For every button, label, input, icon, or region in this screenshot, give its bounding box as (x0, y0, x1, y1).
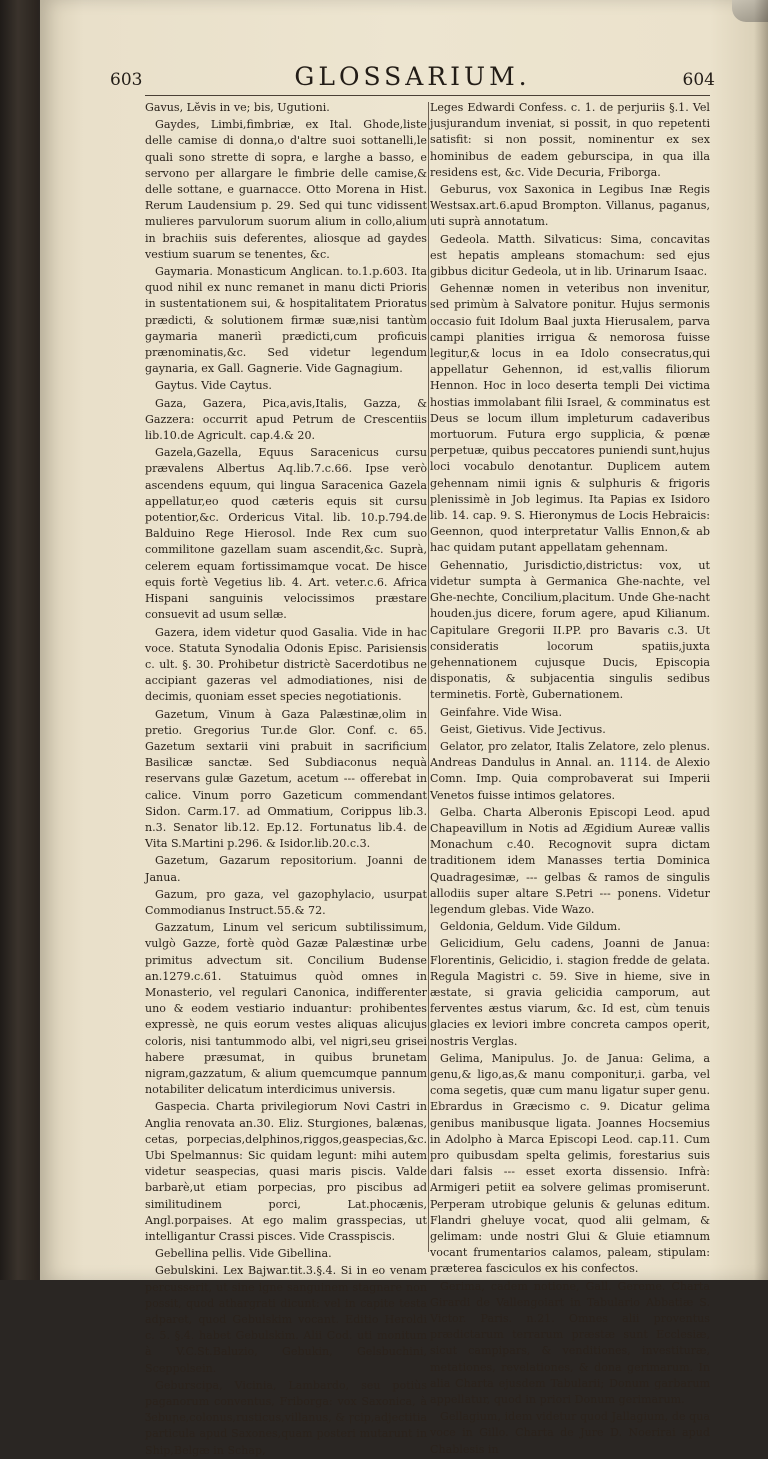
glossary-entry: Gazzatum, Linum vel sericum subtilissimum, vulgò Gazze, fortè quòd Gazæ Palæstinæ urbe primitus advectum sit. Concilium Budense an.1279.c.61. Statuimus quòd omnes in Monasterio, vel regulari Canonica, indifferenter uno & eodem vestiario induantur: prohibentes expressè, ne quis eorum vestes aliquas alicujus coloris, nisi tantummodo albi, vel nigri,seu grisei habere præsumat, in quibus brunetam nigram,gazzatum, & alium quemcumque pannum notabiliter delicatum interdicimus universis. (145, 921, 427, 1097)
glossary-entry: Gaydes, Limbi,fimbriæ, ex Ital. Ghode,liste delle camise di donna,o d'altre suoi sottanelli,le quali sono strette di sopra, e larghe a basso, e servono per allargare le fimbrie delle camise,& delle sottane, e guarnacce. Otto Morena in Hist. Rerum Laudensium p. 29. Sed qui tunc vidissent mulieres parvulorum suorum alium in collo,alium in brachiis suis deferentes, aliosque ad gaydes vestium suarum se tenentes, &c. (145, 118, 427, 261)
column-divider (428, 102, 429, 1252)
glossary-entry: Gelator, pro zelator, Italis Zelatore, zelo plenus. Andreas Dandulus in Annal. an. 1114. de Alexio Comn. Imp. Quia comprobaverat sui Imperii Venetos fuisse intimos gelatores. (430, 739, 710, 802)
header-rule (145, 95, 710, 96)
glossary-entry: Gavus, Lĕvis in ve; bis, Ugutioni. (145, 101, 330, 114)
glossary-entry: Gaymaria. Monasticum Anglican. to.1.p.603. Ita quod nihil ex nunc remanet in manu dicti Prioris in sustentationem sui, & hospitalitatem Prioratus prædicti, & solutionem firmæ suæ,nisi tantùm gaymaria maneriì prædicti,cum proficuis prænominatis,&c. Sed videtur legendum gaynaria, ex Gall. Gagnerie. Vide Gagnagium. (145, 265, 427, 376)
glossary-entry: Gaspecia. Charta privilegiorum Novi Castri in Anglia renovata an.30. Eliz. Sturgiones, balænas, cetas, porpecias,delphinos,riggos,geaspecias,&c. Ubi Spelmannus: Sic quidam legunt: mihi autem videtur seaspecias, quasi maris piscis. Valde barbarè,ut etiam porpecias, pro piscibus ad similitudinem porci, Lat.phocænis, Angl.porpaises. At ego malim grasspecias, ut intelligantur Crassi pisces. Vide Crasspiscis. (145, 1100, 427, 1244)
right-column (430, 100, 710, 1456)
page-number-left: 603 (110, 70, 143, 90)
glossary-entry: Gehennatio, Jurisdictio,districtus: vox, ut videtur sumpta à Germanica Ghe-nachte, vel Ghe-nechte, Concilium,placitum. Unde Ghe-nacht houden.jus dicere, forum agere, apud Kilianum. Capitulare Gregorii II.PP. pro Bavaris c.3. Ut consideratis locorum spatiis,juxta gehennationem cujusque Ducis, Episcopia disponatis, & subjacentia singulis sedibus terminetis. Fortè, Gubernationem. (430, 558, 710, 702)
page-edge-shadow (754, 0, 768, 1280)
glossary-entry: Gazetum, Gazarum repositorium. Joanni de Janua. (145, 854, 427, 884)
glossary-entry: Gelba. Charta Alberonis Episcopi Leod. apud Chapeavillum in Notis ad Ægidium Aureæ vallis Monachum c.40. Recognovit supra dictam traditionem idem Manasses tertia Dominica Quadragesimæ, --- gelbas & ramos de singulis allodiis super altare S.Petri --- ponens. Videtur legendum glebas. Vide Wazo. (430, 805, 710, 916)
glossary-entry: Geburus, vox Saxonica in Legibus Inæ Regis Westsax.art.6.apud Brompton. Villanus, paganus, uti suprà annotatum. (430, 183, 710, 229)
glossary-entry: Gedeola. Matth. Silvaticus: Sima, concavitas est hepatis ampleans stomachum: sed ejus gibbus dicitur Gedeola, ut in lib. Urinarum Isaac. (430, 232, 710, 279)
glossary-entry: Gerima, cadem notione, Gall. Gereme. Charta Girardi de Vallengoiart in Tabulario Abbatiæ S. Victor. Paris. n.21. Omnes alii proventus prædictarum terrarum præstæ sunt Ecclesiæ, sicut campipars, & venditiones, investituræ, metationes, revelationes, & dona gerimarum. In alia Charta ejusdem Tabularii; Donum garbarum appellatur, quod in priori Donum gerimarum. (430, 1279, 710, 1407)
glossary-entry: Gebulskini. Lex Bajwar.tit.3.§.4. Si in eo venam percusserit, ut sine igne sanguinem stagnare non possit, quod athargrati dicunt: vel in capite testa adparet, quod Gebulskim vocant. Editio Heroldi c. 5. §.4. habet Gebulskim. Alii Cod. uti monitum à V.C.St.Baluzio, Gebukin, Gelsbuchini, Sceppolsein. (145, 1264, 427, 1375)
glossary-entry: Gebellina pellis. Vide Gibellina. (155, 1247, 332, 1261)
glossary-entry: Gelima, Manipulus. Jo. de Janua: Gelima, a genu,& ligo,as,& manu componitur,i. garba, vel coma segetis, quæ cum manu ligatur super genu. Ebrardus in Græcismo c. 9. Dicatur gelima genibus manibusque ligata. Joannes Hocsemius in Adolpho à Marca Episcopi Leod. cap.11. Cum pro quibusdam spelta gelimis, forestarius suis dari falsis --- esset exorta dissensio. Infrà: Armigeri petiit ea solvere gelimas promiserunt. Perperam utrobique gelunis & gelunas editum. Flandri gheluye vocat, quod alii gelmam, & gelimam: unde nostri Glui & Gluie etiamnum vocant frumentarios calamos, paleam, stipulam: præterea fasciculos ex his confectos. (430, 1051, 710, 1276)
glossary-entry: Gazetum, Vinum à Gaza Palæstinæ,olim in pretio. Gregorius Tur.de Glor. Conf. c. 65. Gazetum sextarii vini prabuit in sacrificium Basilicæ sanctæ. Sed Subdiaconus nequà reservans gulæ Gazetum, acetum --- offerebat in calice. Vinum porro Gazeticum commendant Sidon. Carm.17. ad Ommatium, Corippus lib.3. n.3. Senator lib.12. Ep.12. Fortunatus lib.4. de Vita S.Martini p.296. & Isidor.lib.20.c.3. (145, 707, 427, 851)
glossary-entry: Gaytus. Vide Caytus. (155, 379, 272, 393)
glossary-entry: Gazum, pro gaza, vel gazophylacio, usurpat Commodianus Instruct.55.& 72. (145, 887, 427, 917)
glossary-entry: Leges Edwardi Confess. c. 1. de perjuriis §.1. Vel jusjurandum inveniat, si possit, in quo repetenti satisfit: si non possit, nominentur ex sex hominibus de eadem geburscipa, in qua illa residens est, &c. Vide Decuria, Friborga. (430, 101, 710, 179)
running-header (110, 62, 715, 96)
glossary-entry: Geldonia, Geldum. Vide Gildum. (440, 920, 621, 934)
page-number-right: 604 (682, 70, 715, 90)
glossary-entry: Gelicidium, Gelu cadens, Joanni de Janua: Florentinis, Gelicidio, i. stagion fredde de gelata. Regula Magistri c. 59. Sive in hieme, sive in æstate, si gravia gelicidia camporum, aut ferventes æstus viarum, &c. Id est, cùm tenuis glacies ex leviori imbre concreta campos operit, nostris Verglas. (430, 937, 710, 1048)
left-column (145, 100, 427, 1457)
glossary-entry: Geinfahre. Vide Wisa. (440, 705, 563, 719)
glossary-entry: Gazela,Gazella, Equus Saracenicus cursu prævalens Albertus Aq.lib.7.c.66. Ipse verò ascendens equum, qui lingua Saracenica Gazela appellatur,eo quod cæteris equis sit cursu potentior,&c. Ordericus Vital. lib. 10.p.794.de Balduino Rege Hierosol. Inde Rex cum suo commilitone gazellam suam ascendit,&c. Suprà, celerem equam fortissimamque vocat. De hisce equis fortè Vegetius lib. 4. Art. veter.c.6. Africa Hispani sanguinis velocissimos præstare consuevit ad usum sellæ. (145, 446, 427, 622)
glossary-entry: Geburscipa, Vicinia, Lambardo, seu potiùs paganorum conventus, Friborga: vox Saxonica, à Ʒebuꞃe,colonus,rusticus,villanus, & ꞅcip,adjectitia particula apud Saxones,quam posteri mutarunt in Ship,Belgæ in Schap, (145, 1378, 427, 1457)
glossary-entry: Gellagium, idem videtur quod Jallagium, de qua voce in Gillo. Charta de Jure D. Noerirai apud Chablesis in (430, 1410, 710, 1456)
glossary-entry: Gaza, Gazera, Pica,avis,Italis, Gazza, & Gazzera: occurrit apud Petrum de Crescentiis lib.10.de Agricult. cap.4.& 20. (145, 396, 427, 443)
page-title: GLOSSARIUM. (294, 62, 531, 91)
glossary-entry: Geist, Gietivus. Vide Jectivus. (440, 722, 606, 736)
glossary-entry: Gazera, idem videtur quod Gasalia. Vide in hac voce. Statuta Synodalia Odonis Episc. Parisiensis c. ult. §. 30. Prohibetur districtè Sacerdotibus ne accipiant gazeras vel admodiationes, nisi de decimis, quoniam esset species negotiationis. (145, 625, 427, 704)
glossary-entry: Gehennæ nomen in veteribus non invenitur, sed primùm à Salvatore ponitur. Hujus sermonis occasio fuit Idolum Baal juxta Hierusalem, parva campi planities irrigua & nemorosa fuisse legitur,& locus in ea Idolo consecratus,qui appellatur Gehennon, id est,vallis filiorum Hennon. Hoc in loco deserta templi Dei victima hostias immolabant filii Israel, & comminatus est Deus se locum illum impleturum cadaveribus mortuorum. Futura ergo supplicia, & pœnæ perpetuæ, quibus peccatores puniendi sunt,hujus loci vocabulo denotantur. Duplicem autem gehennam nimii ignis & sulphuris & frigoris plenissimè in Job legimus. Ita Papias ex Isidoro lib. 14. cap. 9. S. Hieronymus de Locis Hebraicis: Geennon, quod interpretatur Vallis Ennon,& ab hac quidam putant appellatam gehennam. (430, 282, 710, 555)
